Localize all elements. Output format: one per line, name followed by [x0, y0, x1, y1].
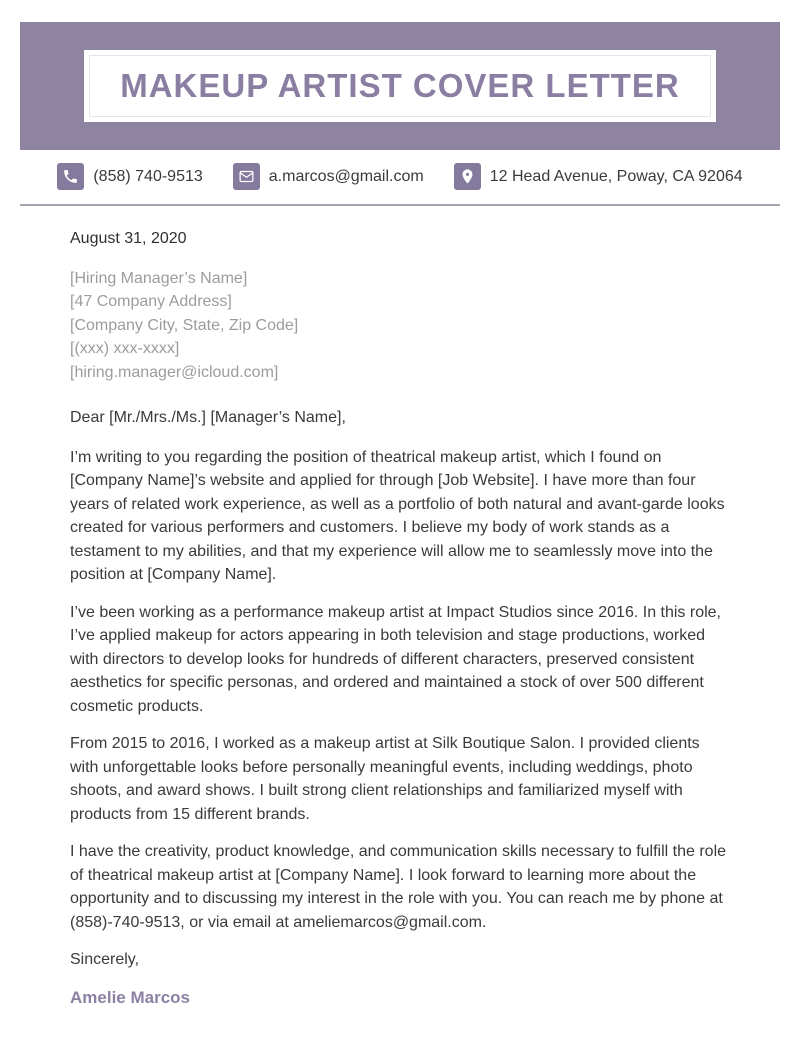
recipient-line-phone: [(xxx) xxx-xxxx] — [70, 340, 180, 357]
envelope-icon — [233, 163, 260, 190]
email-address: a.marcos@gmail.com — [268, 167, 424, 185]
phone-icon — [57, 163, 84, 190]
closing-salutation: Sincerely, — [70, 951, 140, 968]
contact-bar — [0, 150, 800, 204]
recipient-line-name: [Hiring Manager’s Name] — [70, 269, 248, 287]
page-title: MAKEUP ARTIST COVER LETTER — [120, 67, 680, 104]
signature-name: Amelie Marcos — [70, 987, 190, 1007]
paragraph-current-role: I’ve been working as a performance makeup artist at Impact Studios since 2016. In this role, I’ve applied makeup for actors appearing in both television and stage productions, worked with directors to develop looks for hundreds of different characters, preserved consistent aesthetics for specific personas, and ordered and maintained a stock of over 500 different cosmetic products. — [70, 603, 721, 715]
title-box-inner-frame — [89, 55, 711, 117]
recipient-line-city: [Company City, State, Zip Code] — [70, 316, 299, 334]
street-address: 12 Head Avenue, Poway, CA 92064 — [489, 167, 743, 185]
letter-body — [70, 227, 730, 1009]
paragraph-previous-role: From 2015 to 2016, I worked as a makeup artist at Silk Boutique Salon. I provided clients with unforgettable looks before personally meaningful events, including weddings, photo shoots, and award shows. I built strong client relationships and familiarized myself with products from 15 different brands. — [70, 735, 700, 823]
map-pin-icon — [454, 163, 481, 190]
divider-line — [20, 204, 780, 206]
phone-number: (858) 740-9513 — [93, 167, 203, 185]
salutation: Dear [Mr./Mrs./Ms.] [Manager’s Name], — [70, 409, 346, 426]
cover-letter-page — [0, 22, 800, 1057]
paragraph-closing-pitch: I have the creativity, product knowledge, and communication skills necessary to fulfill the role of theatrical makeup artist at [Company Name]. I look forward to learning more about the opportunity and to discussing my interest in the role with you. You can reach me by phone at (858)-740-9513, or via email at ameliemarcos@gmail.com. — [70, 843, 727, 931]
contact-address — [454, 163, 743, 190]
recipient-line-address: [47 Company Address] — [70, 293, 232, 310]
letter-date: August 31, 2020 — [70, 230, 187, 247]
header-band — [20, 22, 780, 150]
contact-email — [233, 163, 424, 190]
recipient-line-email: [hiring.manager@icloud.com] — [70, 363, 279, 381]
recipient-block — [70, 267, 730, 385]
paragraph-intro: I’m writing to you regarding the position of theatrical makeup artist, which I found on [Company Name]’s website and applied for through [Job Website]. I have more than four years of related work experience, as well as a portfolio of both natural and avant-garde looks created for various performers and customers. I believe my body of work stands as a testament to my abilities, and that my experience will allow me to seamlessly move into the position at [Company Name]. — [70, 448, 725, 583]
title-box — [84, 50, 716, 122]
contact-phone — [57, 163, 202, 190]
